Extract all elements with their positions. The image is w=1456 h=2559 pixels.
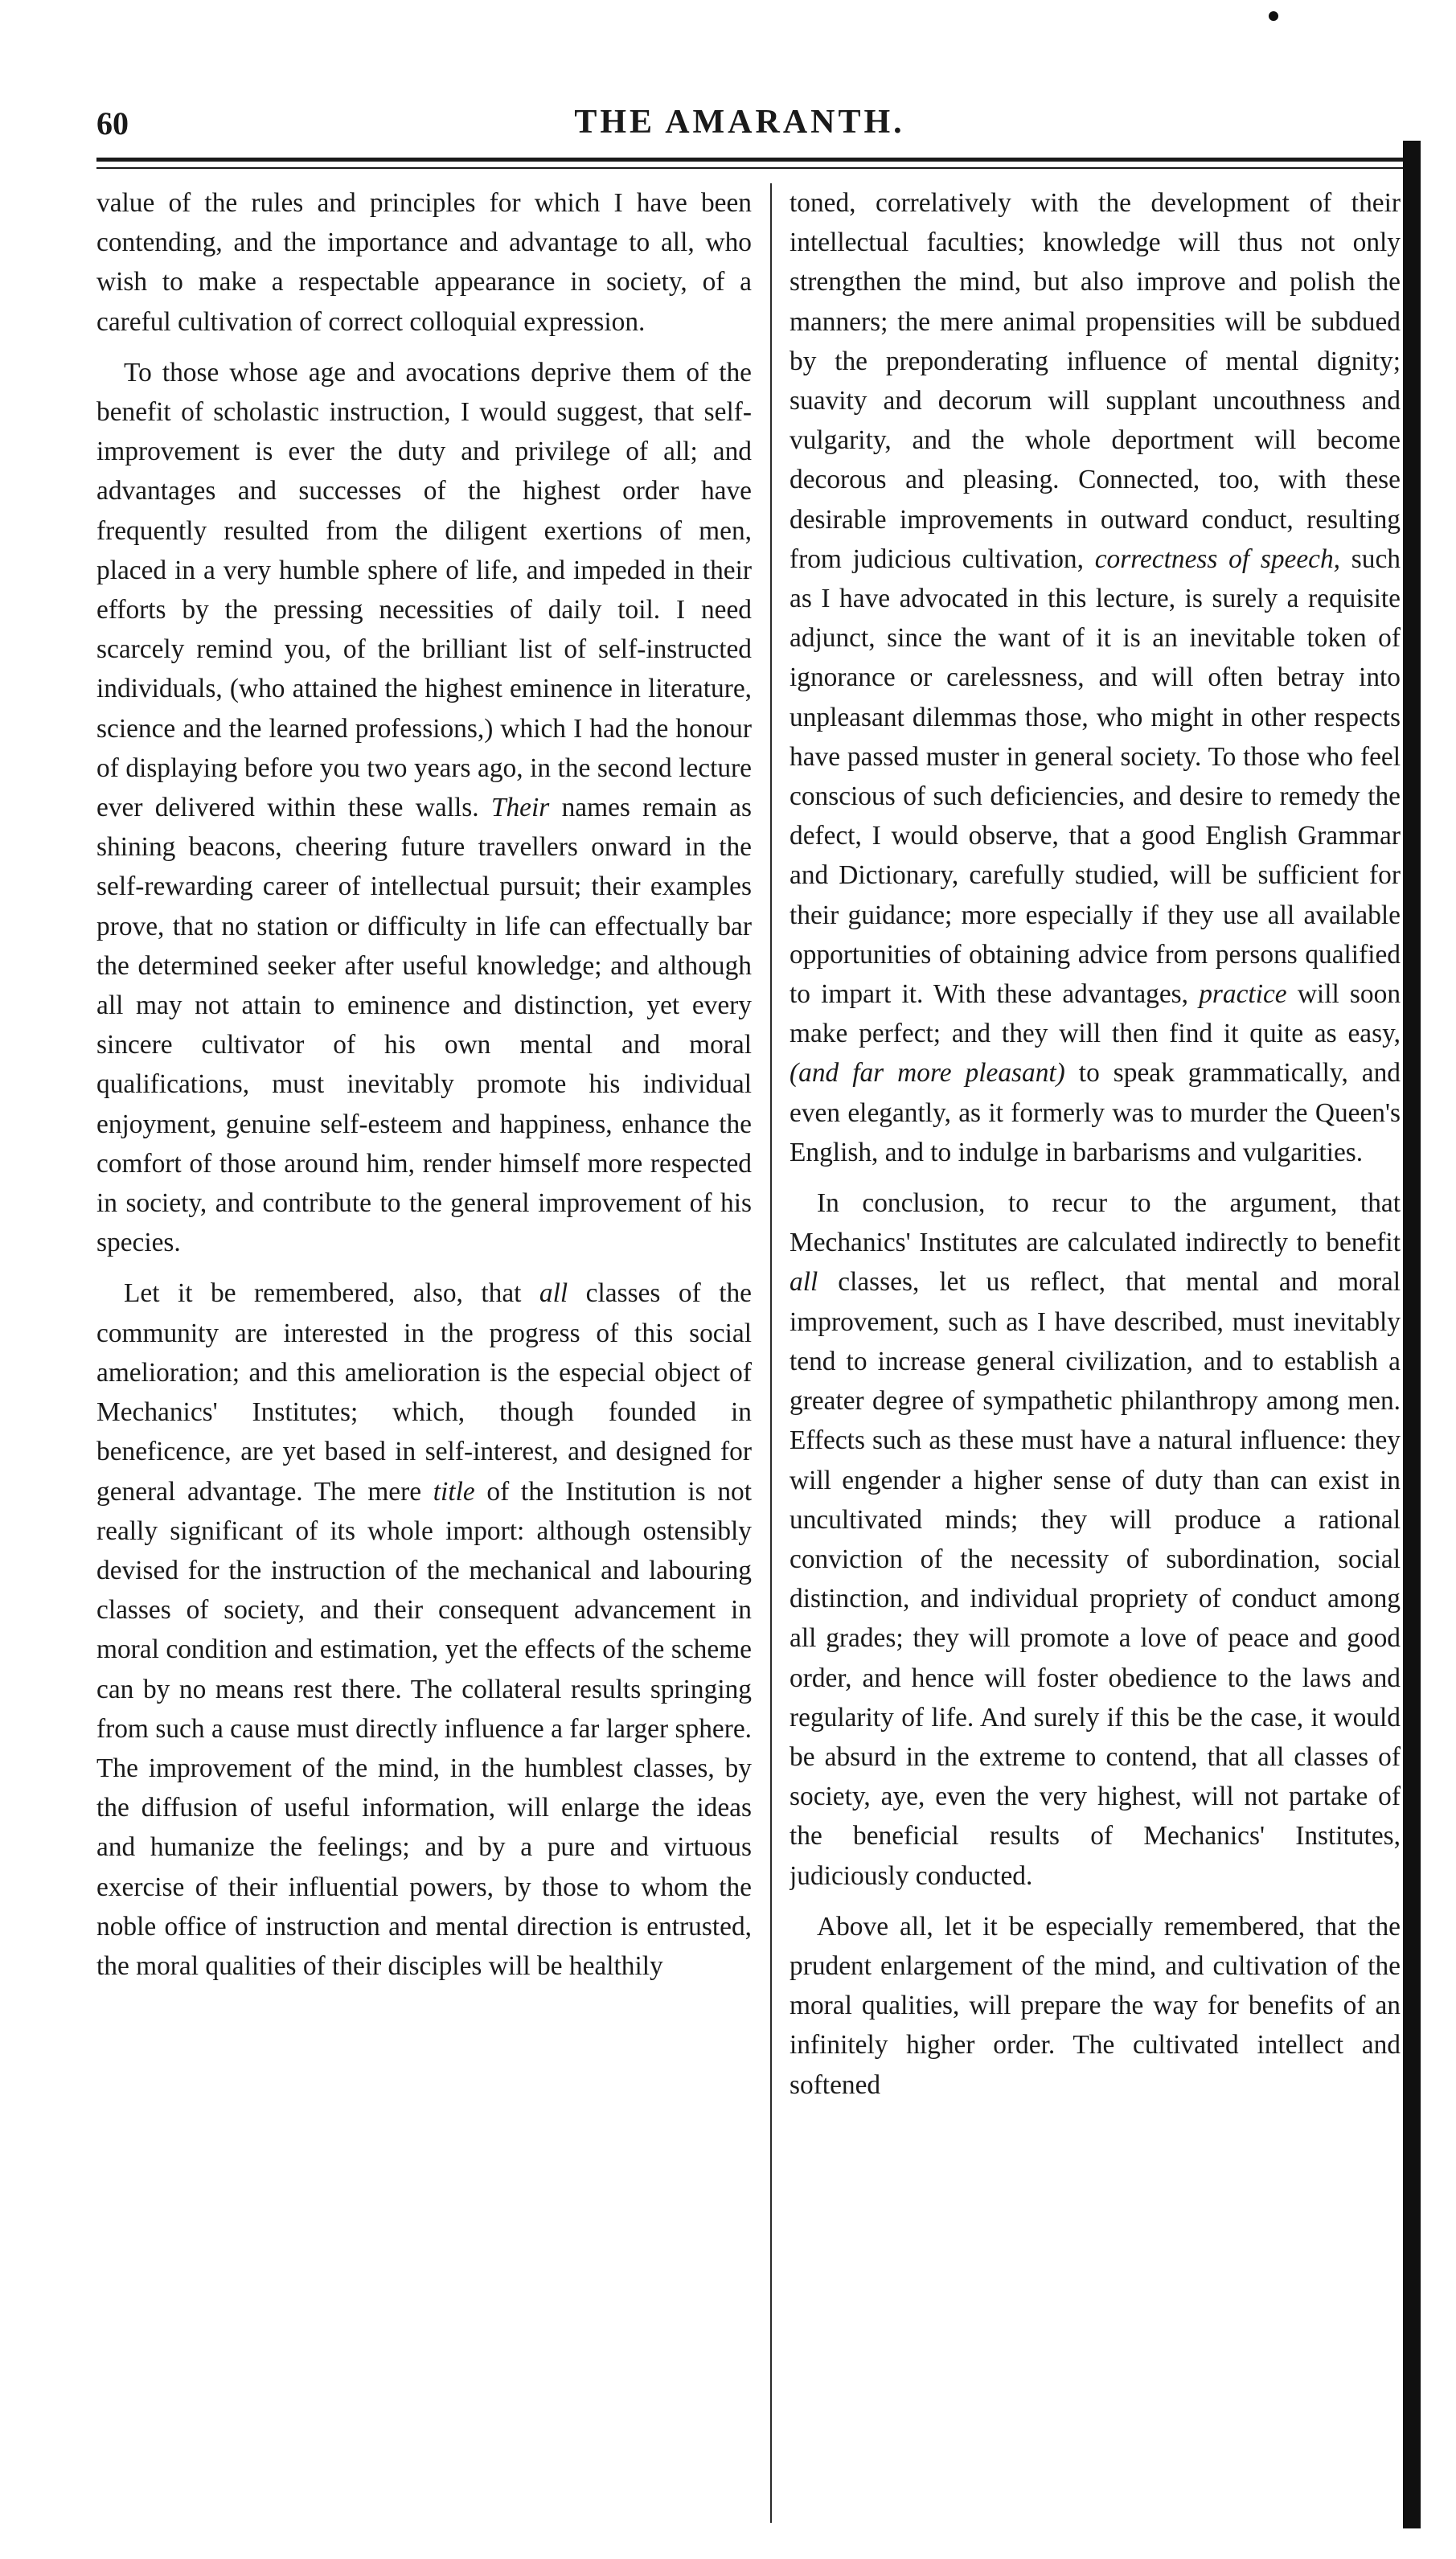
header-rule-thick — [96, 158, 1407, 162]
right-paragraph-3 — [790, 1907, 1401, 2105]
right-p1-text-c: will soon make perfect; and they will then find it quite as easy, — [790, 979, 1401, 1049]
right-p1-italic-2: practice — [1199, 979, 1287, 1010]
page-number: 60 — [96, 105, 129, 141]
header-rule-thin — [96, 167, 1407, 169]
right-column — [790, 183, 1401, 2523]
running-title: THE AMARANTH. — [574, 104, 905, 141]
right-paragraph-2 — [790, 1183, 1401, 1896]
right-paragraph-1 — [790, 183, 1401, 1172]
left-p3-italic-2: title — [433, 1476, 475, 1507]
left-p3-text-b: classes of the community are interested in the progress of this social amelioration; and this amelioration is the especial object of Mechanics' Institutes; which, though founded in beneficence, are yet based in self-interest, and designed for general advantage. The mere — [96, 1278, 752, 1507]
left-column — [96, 183, 752, 2523]
left-paragraph-1 — [96, 183, 752, 342]
right-p1-text-a: toned, correlatively with the development of their intellectual faculties; knowledge will thus not only strengthen the mind, but also improve and polish the manners; the mere animal propensities will be subdued by the preponderating influence of mental dignity; suavity and decorum will supplant uncouthness and vulgarity, and the whole deportment will become decorous and pleasing. Connected, too, with these desirable improvements in outward conduct, resulting from judicious cultivation, — [790, 188, 1401, 574]
left-p2-text-b: names remain as shining beacons, cheering future travellers onward in the self-rewarding career of intellectual pursuit; their examples prove, that no station or difficulty in life can effectually bar the determined seeker after useful knowledge; and although all may not attain to eminence and distinction, yet every sincere cultivator of his own mental and moral qualifications, must inevitably promote his individual enjoyment, genuine self-esteem and happiness, enhance the comfort of those around him, render himself more respected in society, and contribute to the general improvement of his species. — [96, 793, 752, 1258]
left-p3-text-c: of the Institution is not really significant of its whole import: although ostensibly devised for the instruction of the mechanical and labouring classes of society, and their consequent advancement in moral condition and estimation, yet the effects of the scheme can by no means rest there. The collateral results springing from such a cause must directly influence a far larger sphere. The improvement of the mind, in the humblest classes, by the diffusion of useful information, will enlarge the ideas and humanize the feelings; and by a pure and virtuous exercise of their influential powers, by those to whom the noble office of instruction and mental direction is entrusted, the moral qualities of their disciples will be healthily — [96, 1476, 752, 1981]
left-p1-text: value of the rules and principles for which I have been contending, and the importance and advantage to all, who wish to make a respectable appearance in society, of a careful cultivation of correct colloquial expression. — [96, 188, 752, 337]
right-p1-text-b: such as I have advocated in this lecture, is surely a requisite adjunct, since the want of it is an inevitable token of ignorance or carelessness, and will often betray into unpleasant dilemmas those, who might in other respects have passed muster in general society. To those who feel conscious of such deficiencies, and desire to remedy the defect, I would observe, that a good English Grammar and Dictionary, carefully studied, will be sufficient for their guidance; more especially if they use all available opportunities of obtaining advice from persons qualified to impart it. With these advantages, — [790, 543, 1401, 1010]
right-p2-text-a: In conclusion, to recur to the argument, that Mechanics' Institutes are calculated indirectly to benefit — [790, 1188, 1401, 1258]
right-p1-italic-3: (and far more pleasant) — [790, 1058, 1065, 1089]
left-p3-text-a: Let it be remembered, also, that — [124, 1278, 522, 1309]
column-divider — [770, 183, 772, 2523]
right-p2-italic: all — [790, 1267, 818, 1298]
page-header — [96, 96, 1383, 153]
left-p2-italic: Their — [490, 793, 550, 823]
ink-speck — [1269, 11, 1278, 21]
page-edge-shadow — [1403, 141, 1421, 2528]
right-p1-text-d: to speak grammatically, and even elegantly, as it formerly was to murder the Queen's English, and to indulge in barbarisms and vulgarities. — [790, 1058, 1401, 1167]
left-p3-italic-1: all — [539, 1278, 568, 1309]
right-p2-text-b: classes, let us reflect, that mental and moral improvement, such as I have described, must inevitably tend to increase general civilization, and to establish a greater degree of sympathetic philanthropy among men. Effects such as these must have a natural influence: they will engender a higher sense of duty than can exist in uncultivated minds; they will produce a rational conviction of the necessity of subordination, social distinction, and individual propriety of conduct among all grades; they will promote a love of peace and good order, and hence will foster obedience to the laws and regularity of life. And surely if this be the case, it would be absurd in the extreme to contend, that all classes of society, aye, even the very highest, will not partake of the beneficial results of Mechanics' Institutes, judiciously conducted. — [790, 1267, 1401, 1891]
right-p1-italic-1: correctness of speech, — [1094, 543, 1341, 574]
left-p2-text-a: To those whose age and avocations deprive them of the benefit of scholastic instruction, I would suggest, that self-improvement is ever the duty and privilege of all; and advantages and successes of the highest order have frequently resulted from the diligent exertions of men, placed in a very humble sphere of life, and impeded in their efforts by the pressing necessities of daily toil. I need scarcely remind you, of the brilliant list of self-instructed individuals, (who attained the highest eminence in literature, science and the learned professions,) which I had the honour of displaying before you two years ago, in the second lecture ever delivered within these walls. — [96, 357, 752, 823]
left-paragraph-2 — [96, 353, 752, 1263]
right-p3-text: Above all, let it be especially remembered, that the prudent enlargement of the mind, and cultivation of the moral qualities, will prepare the way for benefits of an infinitely higher order. The cultivated intellect and softened — [790, 1911, 1401, 2100]
left-paragraph-3 — [96, 1273, 752, 1986]
